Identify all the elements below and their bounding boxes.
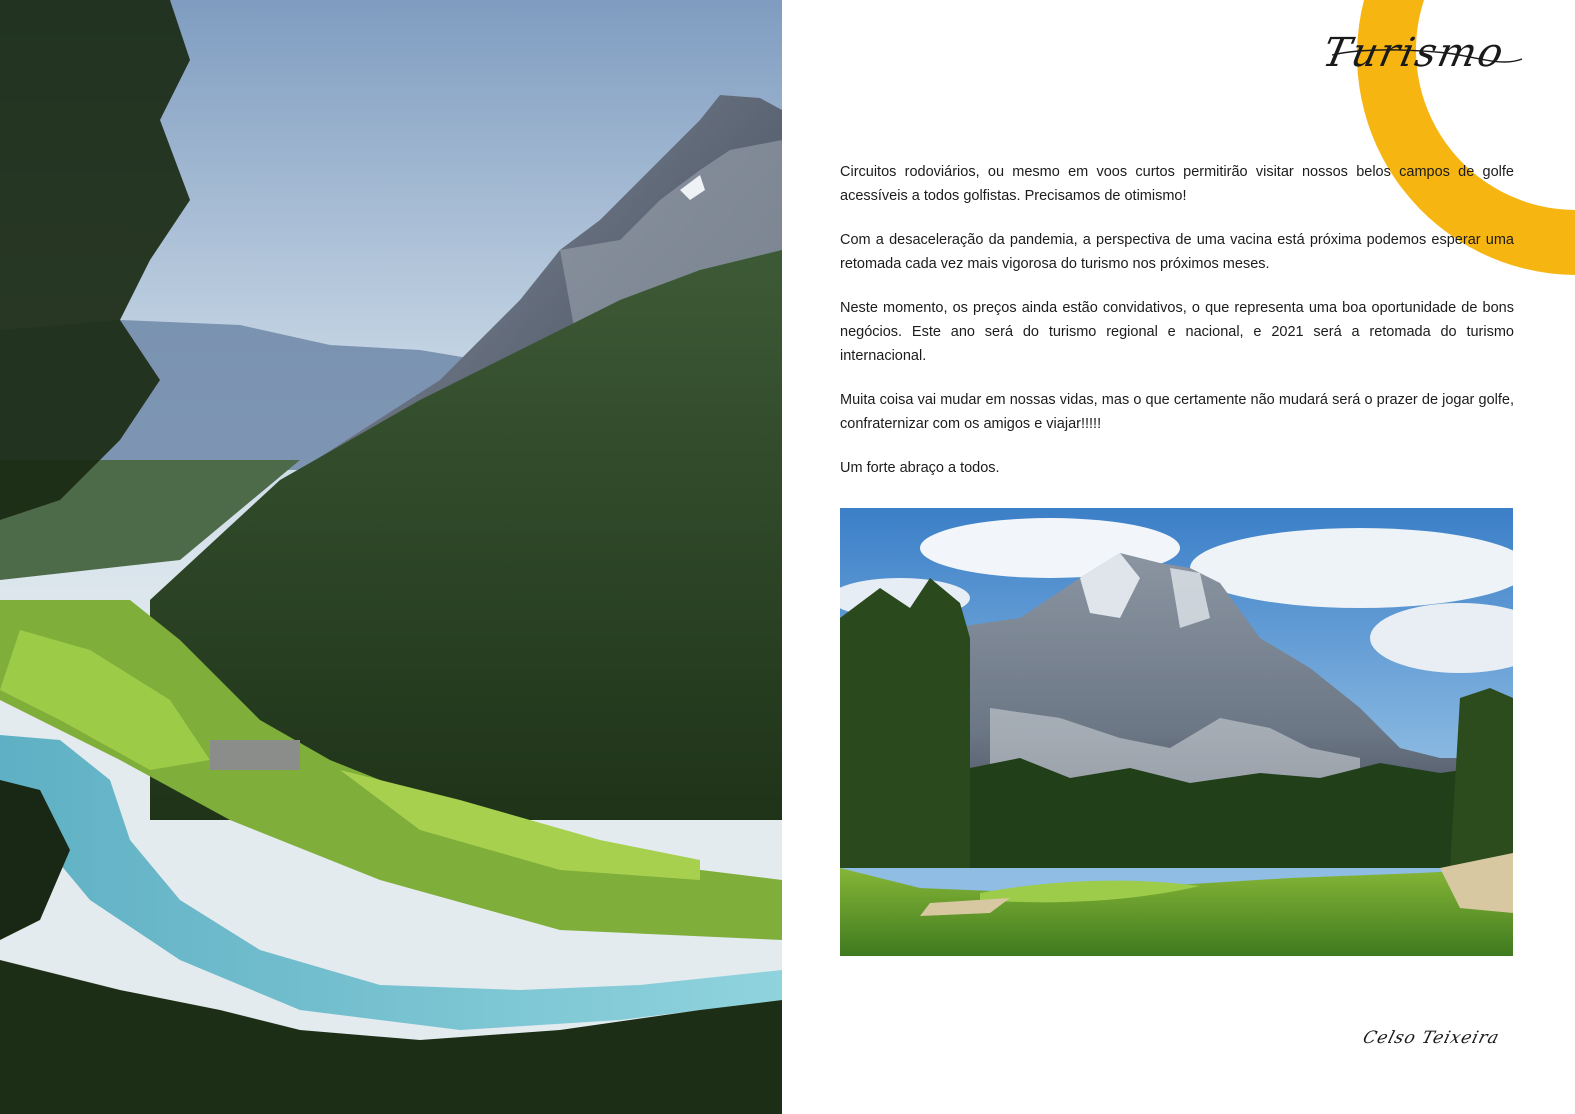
- article-paragraph: Muita coisa vai mudar em nossas vidas, mas o que certamente não mudará será o prazer de jogar golfe, confraternizar com os amigos e viajar!!!!!: [840, 392, 1514, 432]
- title-flourish: [1327, 45, 1527, 85]
- article-paragraph: Neste momento, os preços ainda estão convidativos, o que representa uma boa oportunidade de bons negócios. Este ano será do turismo regional e nacional, e 2021 será a retomada do turismo internacional.: [840, 300, 1514, 364]
- mountain-fairway-photo: [840, 508, 1513, 956]
- mountain-valley-golf-course-photo: [0, 0, 782, 1114]
- article-paragraph: Circuitos rodoviários, ou mesmo em voos curtos permitirão visitar nossos belos campos de golfe acessíveis a todos golfistas. Precisamos de otimismo!: [840, 164, 1514, 204]
- article-page: [782, 0, 1575, 1114]
- author-signature: Celso Teixeira: [1360, 1028, 1502, 1048]
- article-paragraph: Um forte abraço a todos.: [840, 460, 1000, 476]
- section-title: Turismo: [1318, 30, 1510, 76]
- article-body: [840, 160, 1514, 500]
- article-paragraph: Com a desaceleração da pandemia, a perspectiva de uma vacina está próxima podemos esperar uma retomada cada vez mais vigorosa do turismo nos próximos meses.: [840, 232, 1514, 272]
